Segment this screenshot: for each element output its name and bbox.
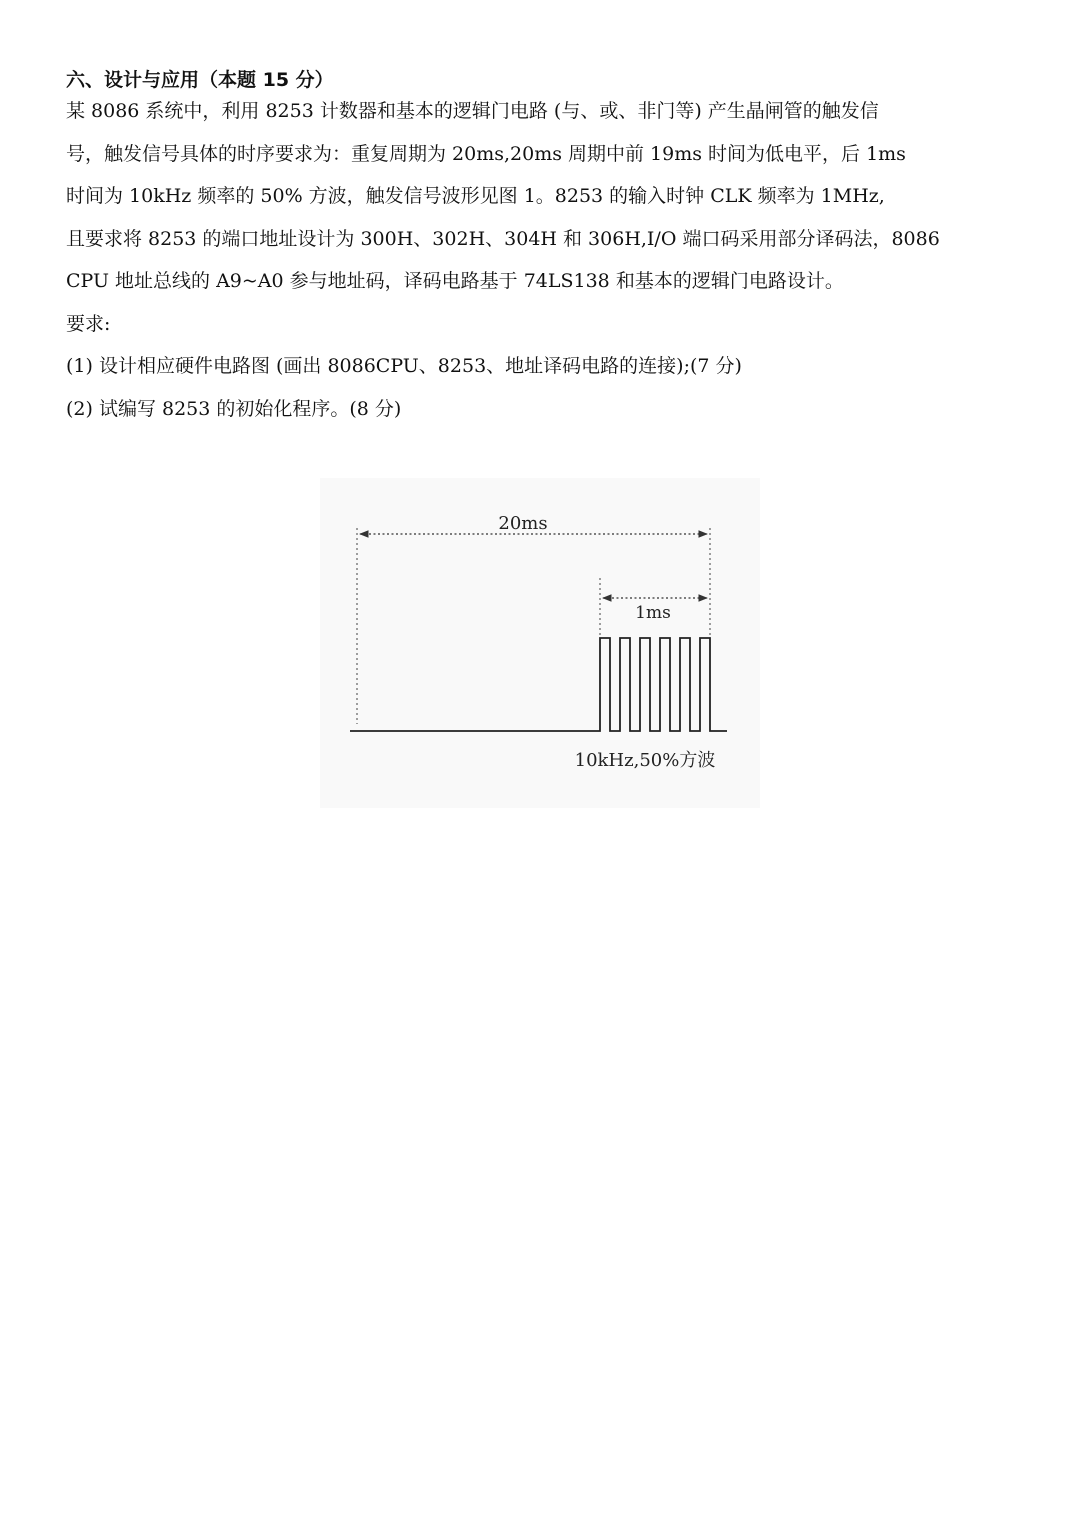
wave-label: 10kHz,50%方波 — [574, 750, 716, 771]
requirement-item: (2) 试编写 8253 的初始化程序。(8 分) — [66, 397, 402, 420]
question-text-line: 且要求将 8253 的端口地址设计为 300H、302H、304H 和 306H,I/O 端口码采用部分译码法，8086 — [66, 227, 940, 250]
question-text-line: CPU 地址总线的 A9~A0 参与地址码，译码电路基于 74LS138 和基本的逻辑门电路设计。 — [66, 270, 844, 292]
question-block — [66, 66, 1026, 430]
question-text-line: 某 8086 系统中，利用 8253 计数器和基本的逻辑门电路 (与、或、非门等) 产生晶闸管的触发信 — [66, 100, 879, 122]
period-label: 20ms — [498, 513, 548, 534]
question-heading: 六、设计与应用（本题 15 分） — [66, 69, 334, 91]
waveform-diagram — [320, 478, 760, 808]
requirements-label: 要求: — [66, 312, 111, 335]
question-text-line: 时间为 10kHz 频率的 50% 方波，触发信号波形见图 1。8253 的输入时钟 CLK 频率为 1MHz, — [66, 185, 885, 207]
trigger-waveform — [350, 638, 727, 731]
question-text-line: 号，触发信号具体的时序要求为：重复周期为 20ms,20ms 周期中前 19ms 时间为低电平，后 1ms — [66, 142, 906, 165]
requirement-item: (1) 设计相应硬件电路图 (画出 8086CPU、8253、地址译码电路的连接);(7 分) — [66, 355, 742, 377]
waveform-figure — [320, 478, 760, 808]
burst-label: 1ms — [635, 603, 671, 623]
